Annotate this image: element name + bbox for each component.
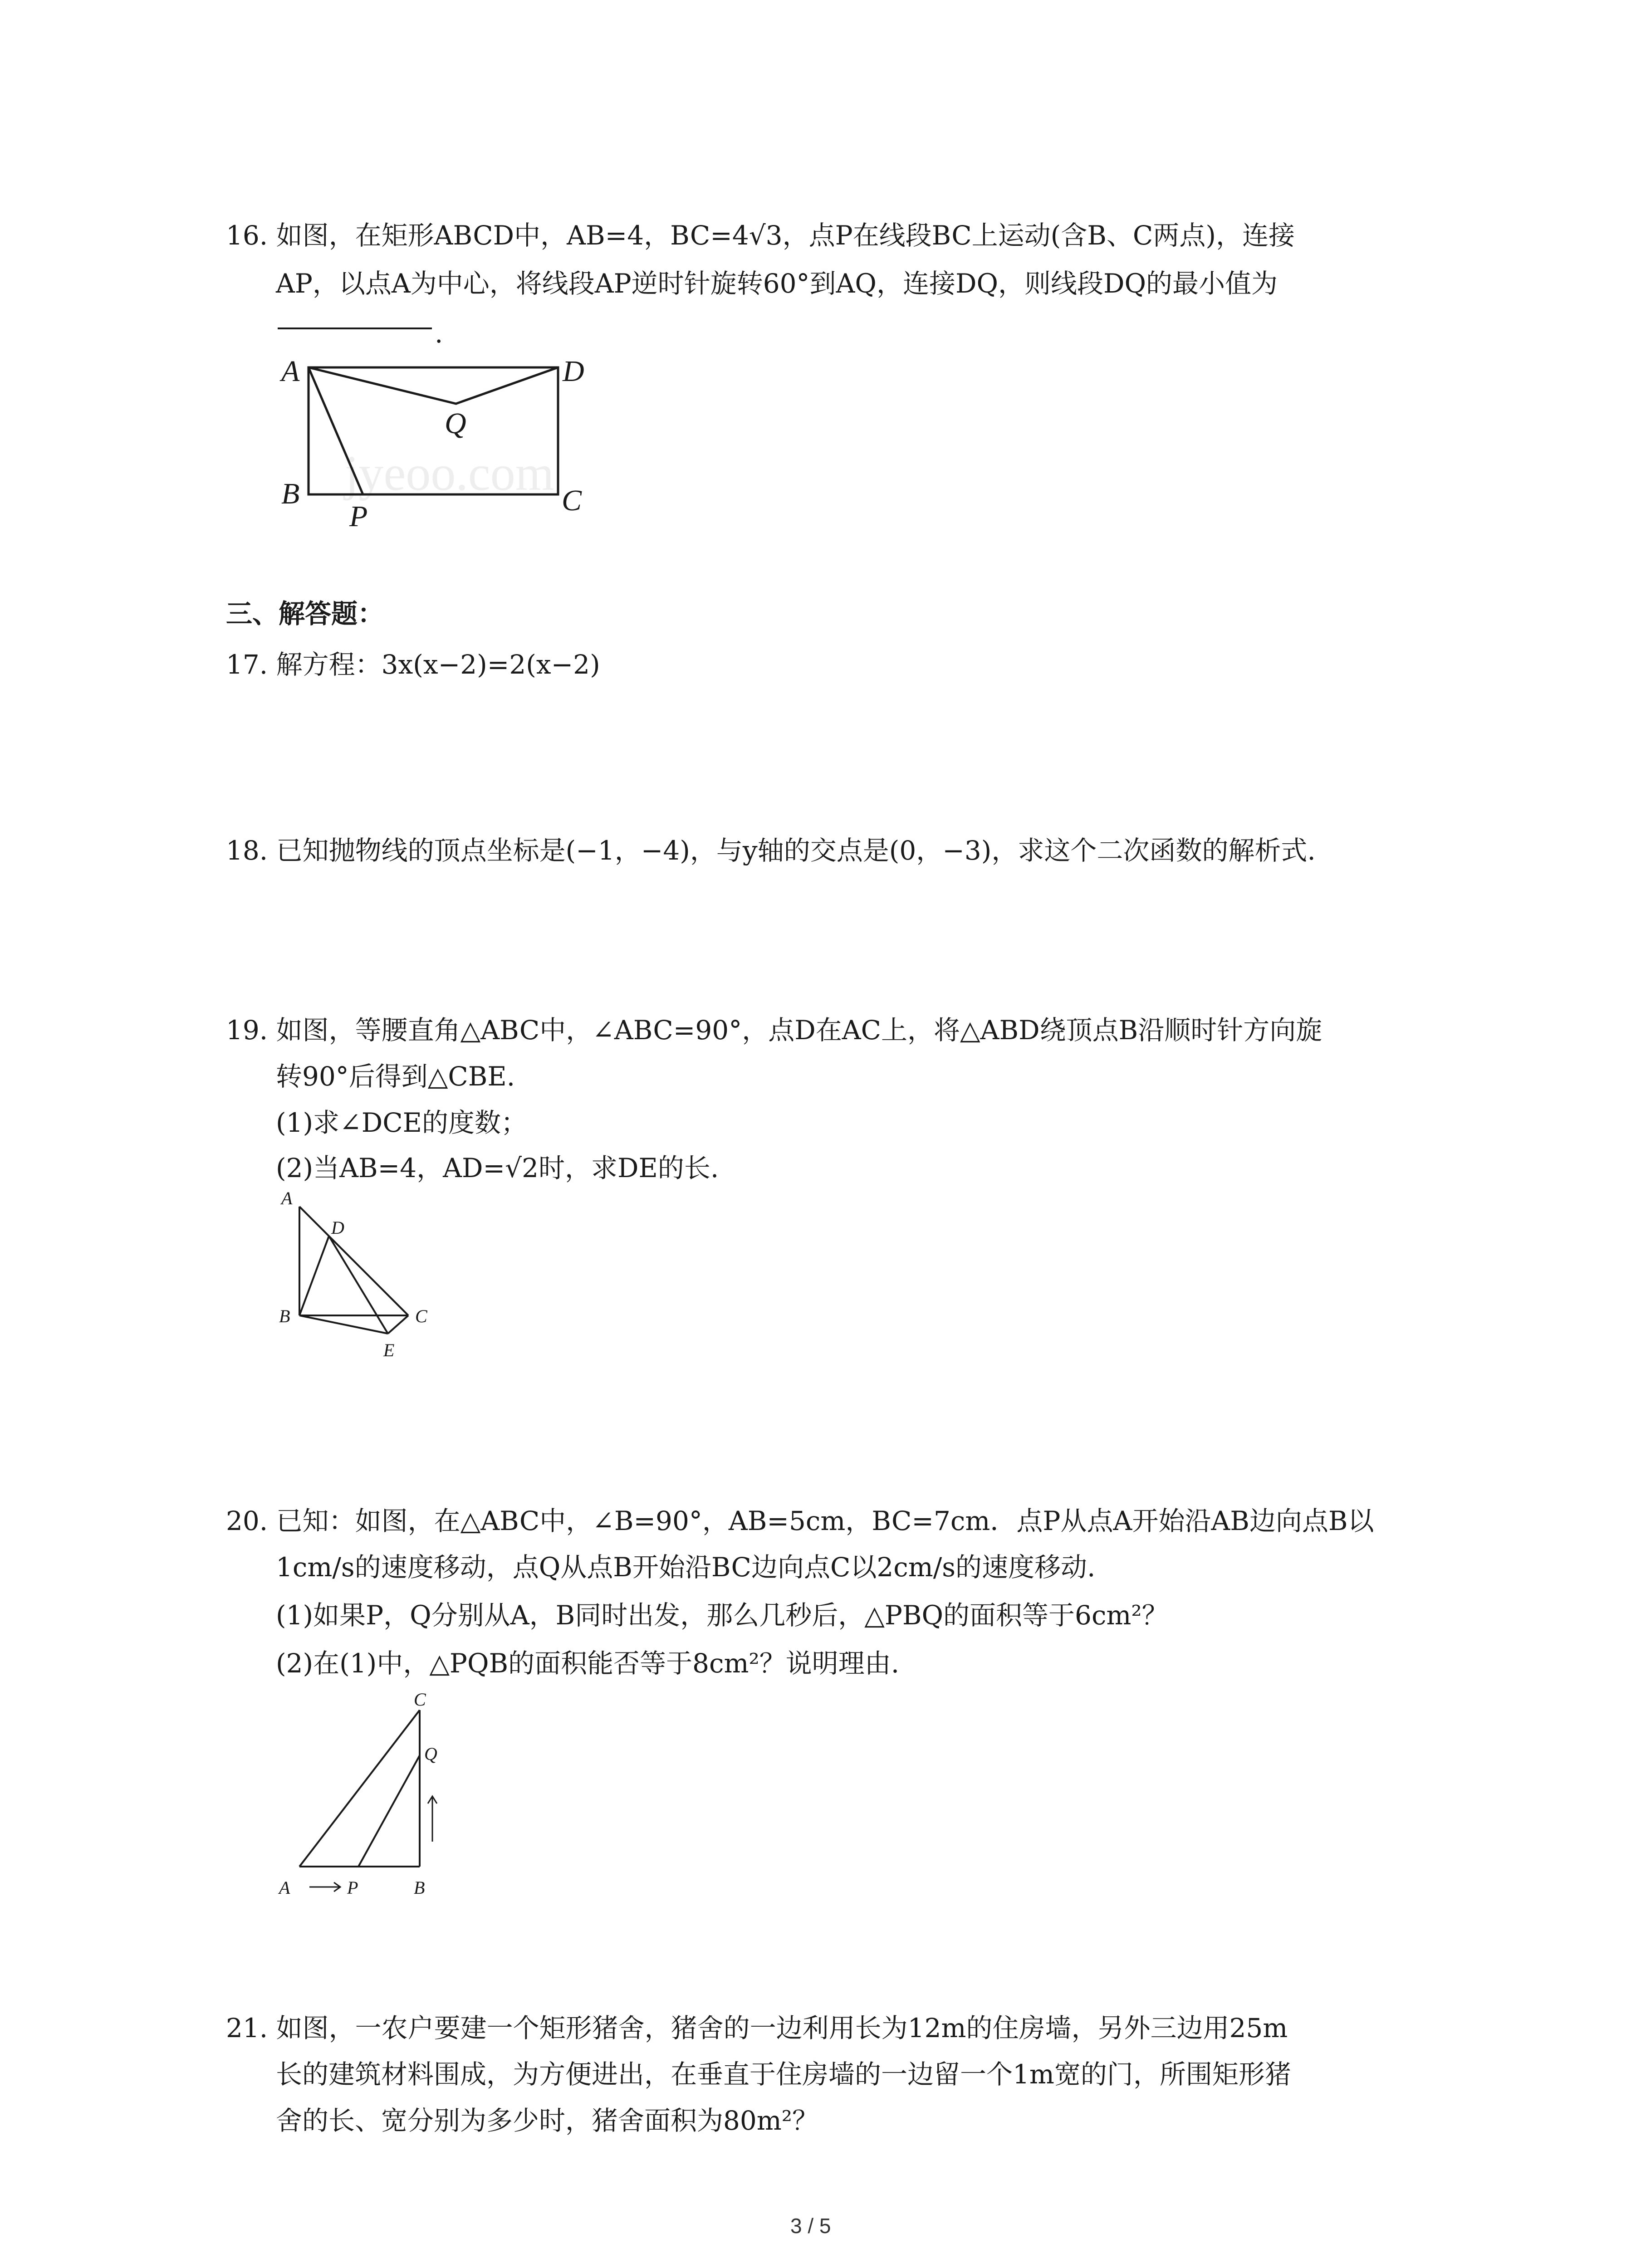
q20-line2: 1cm/s的速度移动，点Q从点B开始沿BC边向点C以2cm/s的速度移动.	[276, 1552, 1096, 1583]
q16-label-P: P	[349, 500, 368, 533]
q20-label-Q: Q	[424, 1744, 437, 1764]
q20-label-P: P	[347, 1877, 358, 1898]
q16-answer-blank	[278, 327, 432, 329]
q19-line2: 转90°后得到△CBE.	[276, 1061, 515, 1092]
page-number: 3 / 5	[790, 2214, 831, 2238]
q16-watermark: jyeoo.com	[345, 445, 554, 501]
q17-line1: 17. 解方程：3x(x−2)=2(x−2)	[226, 649, 600, 680]
q16-label-Q: Q	[445, 407, 466, 440]
q20-line1: 20. 已知：如图，在△ABC中，∠B=90°，AB=5cm，BC=7cm．点P从点A开始沿AB边向点B以	[226, 1505, 1374, 1536]
q19-label-B: B	[279, 1306, 290, 1326]
q18-line1: 18. 已知抛物线的顶点坐标是(−1，−4)，与y轴的交点是(0，−3)，求这个二次函数的解析式.	[226, 835, 1316, 866]
q16-line1: 16. 如图，在矩形ABCD中，AB=4，BC=4√3，点P在线段BC上运动(含B、C两点)，连接	[226, 220, 1295, 251]
q21-line1: 21. 如图，一农户要建一个矩形猪舍，猪舍的一边利用长为12m的住房墙，另外三边用25m	[226, 2013, 1288, 2043]
q21-line3: 舍的长、宽分别为多少时，猪舍面积为80m²？	[276, 2105, 819, 2136]
q19-figure	[272, 1188, 472, 1379]
q20-line3: (1)如果P，Q分别从A，B同时出发，那么几秒后，△PBQ的面积等于6cm²？	[276, 1600, 1168, 1631]
q20-label-C: C	[414, 1689, 426, 1710]
q19-label-E: E	[383, 1340, 395, 1360]
q16-label-D: D	[563, 355, 584, 388]
q20-figure	[272, 1687, 472, 1905]
q20-label-B: B	[414, 1877, 425, 1898]
q16-label-B: B	[281, 477, 300, 510]
q20-line4: (2)在(1)中，△PQB的面积能否等于8cm²？说明理由.	[276, 1648, 900, 1679]
q16-figure	[272, 349, 617, 549]
section-title: 三、解答题：	[226, 598, 384, 629]
q16-end: .	[435, 318, 443, 349]
q19-line3: (1)求∠DCE的度数；	[276, 1107, 527, 1138]
q19-label-A: A	[281, 1188, 293, 1208]
q20-label-A: A	[279, 1877, 290, 1898]
q19-label-C: C	[415, 1306, 427, 1326]
q16-line2: AP，以点A为中心，将线段AP逆时针旋转60°到AQ，连接DQ，则线段DQ的最小值为	[276, 268, 1278, 299]
q16-label-C: C	[562, 484, 582, 517]
q19-line1: 19. 如图，等腰直角△ABC中，∠ABC=90°，点D在AC上，将△ABD绕顶点B沿顺时针方向旋	[226, 1015, 1323, 1046]
q16-label-A: A	[281, 355, 300, 388]
q21-line2: 长的建筑材料围成，为方便进出，在垂直于住房墙的一边留一个1m宽的门，所围矩形猪	[276, 2059, 1291, 2090]
q19-line4: (2)当AB=4，AD=√2时，求DE的长.	[276, 1153, 719, 1183]
q19-label-D: D	[331, 1217, 344, 1238]
